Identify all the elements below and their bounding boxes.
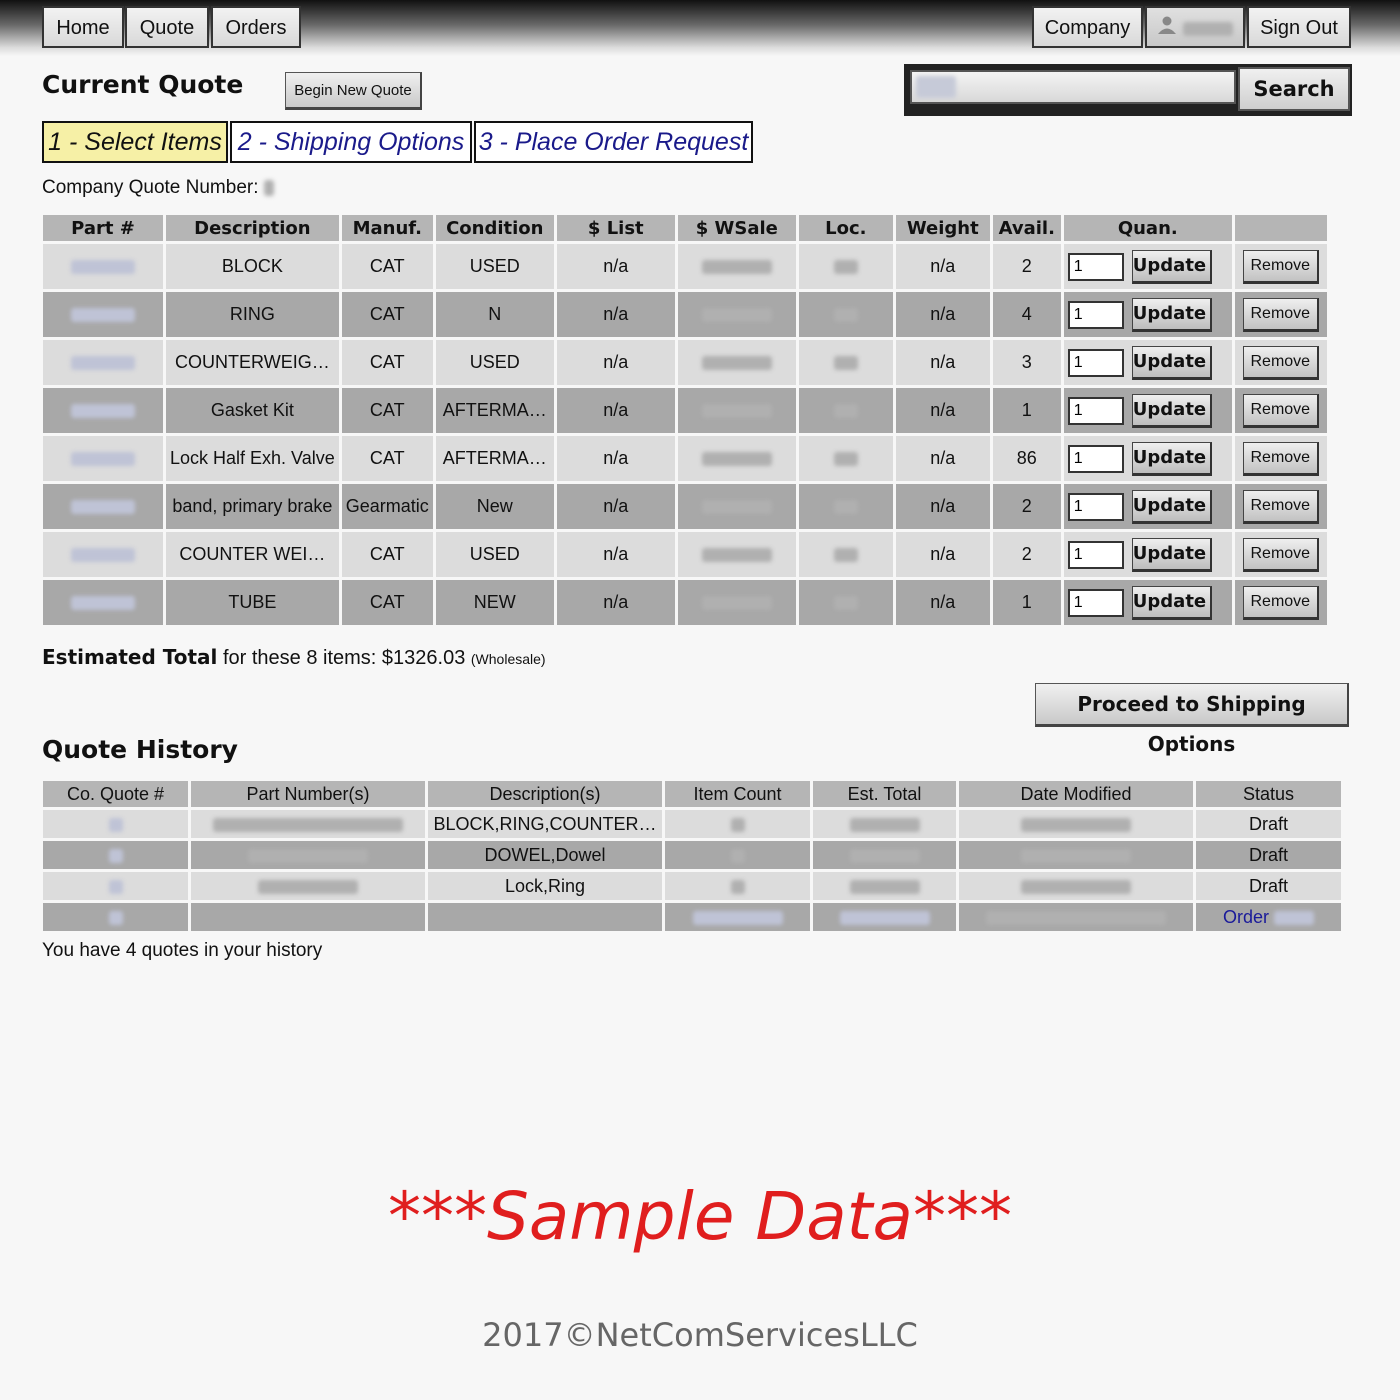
item-location [799, 436, 893, 481]
history-status-text: Draft [1248, 844, 1288, 865]
item-quantity-cell [1064, 484, 1232, 529]
history-part-numbers [191, 810, 425, 838]
update-button[interactable]: Update [1132, 538, 1212, 572]
history-est-total [813, 841, 956, 869]
hist-col-part-numbers: Part Number(s) [191, 781, 425, 807]
remove-button[interactable]: Remove [1243, 442, 1319, 476]
item-location [799, 388, 893, 433]
item-remove-cell [1235, 484, 1327, 529]
item-weight: n/a [896, 436, 990, 481]
item-wholesale-price [678, 580, 796, 625]
history-est-total [813, 810, 956, 838]
proceed-to-shipping-button[interactable]: Proceed to Shipping Options [1035, 683, 1349, 727]
item-list-price: n/a [557, 244, 675, 289]
table-row [43, 292, 1327, 337]
history-quote-number-link[interactable] [43, 903, 188, 931]
update-button[interactable]: Update [1132, 394, 1212, 428]
remove-button[interactable]: Remove [1243, 586, 1319, 620]
history-part-numbers [191, 903, 425, 931]
update-button[interactable]: Update [1132, 298, 1212, 332]
quantity-input[interactable] [1068, 397, 1124, 425]
sample-data-watermark: ***Sample Data*** [387, 1178, 1013, 1255]
part-number-link[interactable] [43, 532, 163, 577]
quantity-input[interactable] [1068, 301, 1124, 329]
nav-orders[interactable]: Orders [211, 6, 301, 48]
item-wholesale-price [678, 436, 796, 481]
item-quantity-cell [1064, 580, 1232, 625]
item-weight: n/a [896, 292, 990, 337]
quote-history-title: Quote History [42, 735, 238, 764]
part-number-link[interactable] [43, 340, 163, 385]
part-number-link[interactable] [43, 436, 163, 481]
quantity-input[interactable] [1068, 445, 1124, 473]
col-quantity: Quan. [1064, 215, 1232, 241]
item-list-price: n/a [557, 388, 675, 433]
company-quote-number-label: Company Quote Number: [42, 177, 259, 198]
step-shipping-options[interactable]: 2 - Shipping Options [230, 121, 472, 163]
item-description: RING [166, 292, 339, 337]
item-manufacturer: CAT [342, 580, 433, 625]
item-remove-cell [1235, 388, 1327, 433]
item-remove-cell [1235, 580, 1327, 625]
item-condition: AFTERMA… [436, 388, 554, 433]
item-available: 2 [993, 244, 1061, 289]
item-quantity-cell [1064, 292, 1232, 337]
history-status-text: Draft [1248, 813, 1288, 834]
item-location [799, 244, 893, 289]
item-manufacturer: CAT [342, 340, 433, 385]
table-header-row [43, 215, 1327, 241]
history-item-count [665, 872, 810, 900]
item-manufacturer: CAT [342, 388, 433, 433]
item-quantity-cell [1064, 340, 1232, 385]
history-row [43, 872, 1341, 900]
table-row [43, 244, 1327, 289]
history-date-modified [959, 841, 1193, 869]
quote-items-table [40, 212, 1330, 628]
item-quantity-cell [1064, 532, 1232, 577]
remove-button[interactable]: Remove [1243, 538, 1319, 572]
part-number-link[interactable] [43, 484, 163, 529]
table-row [43, 484, 1327, 529]
history-item-count [665, 810, 810, 838]
item-description: TUBE [166, 580, 339, 625]
item-weight: n/a [896, 580, 990, 625]
update-button[interactable]: Update [1132, 346, 1212, 380]
remove-button[interactable]: Remove [1243, 298, 1319, 332]
history-count-note: You have 4 quotes in your history [42, 940, 323, 961]
item-weight: n/a [896, 388, 990, 433]
history-header-row [43, 781, 1341, 807]
item-list-price: n/a [557, 292, 675, 337]
remove-button[interactable]: Remove [1243, 250, 1319, 284]
item-description: COUNTER WEI… [166, 532, 339, 577]
item-location [799, 340, 893, 385]
item-location [799, 292, 893, 337]
item-remove-cell [1235, 532, 1327, 577]
quantity-input[interactable] [1068, 253, 1124, 281]
item-available: 1 [993, 388, 1061, 433]
item-description: COUNTERWEIG… [166, 340, 339, 385]
item-manufacturer: CAT [342, 532, 433, 577]
col-available: Avail. [993, 215, 1061, 241]
item-wholesale-price [678, 292, 796, 337]
quantity-input[interactable] [1068, 541, 1124, 569]
item-manufacturer: CAT [342, 244, 433, 289]
history-date-modified [959, 872, 1193, 900]
nav-quote[interactable]: Quote [125, 6, 209, 48]
remove-button[interactable]: Remove [1243, 490, 1319, 524]
item-weight: n/a [896, 484, 990, 529]
col-list-price: $ List [557, 215, 675, 241]
col-description: Description [166, 215, 339, 241]
estimated-total-note: (Wholesale) [470, 651, 546, 667]
hist-col-status: Status [1196, 781, 1341, 807]
item-remove-cell [1235, 340, 1327, 385]
nav-company[interactable]: Company [1032, 6, 1143, 48]
footer-copyright: 2017©NetComServicesLLC [482, 1316, 918, 1354]
item-location [799, 580, 893, 625]
item-condition: NEW [436, 580, 554, 625]
item-wholesale-price [678, 484, 796, 529]
item-condition: USED [436, 244, 554, 289]
quantity-input[interactable] [1068, 589, 1124, 617]
history-row [43, 841, 1341, 869]
item-remove-cell [1235, 436, 1327, 481]
history-status-text: Draft [1248, 875, 1288, 896]
history-status [1196, 872, 1341, 900]
part-number-link[interactable] [43, 580, 163, 625]
item-description: Gasket Kit [166, 388, 339, 433]
history-quote-number-link[interactable] [43, 841, 188, 869]
item-manufacturer: CAT [342, 292, 433, 337]
item-manufacturer: Gearmatic [342, 484, 433, 529]
part-number-link[interactable] [43, 292, 163, 337]
item-list-price: n/a [557, 436, 675, 481]
history-part-numbers [191, 872, 425, 900]
search-value-redacted [916, 76, 956, 98]
history-item-count[interactable] [665, 903, 810, 931]
item-condition: N [436, 292, 554, 337]
item-remove-cell [1235, 292, 1327, 337]
company-quote-number [42, 177, 274, 199]
hist-col-item-count: Item Count [665, 781, 810, 807]
table-row [43, 388, 1327, 433]
quantity-input[interactable] [1068, 349, 1124, 377]
item-list-price: n/a [557, 340, 675, 385]
item-available: 1 [993, 580, 1061, 625]
item-wholesale-price [678, 532, 796, 577]
col-condition: Condition [436, 215, 554, 241]
col-remove [1235, 215, 1327, 241]
history-descriptions [428, 903, 662, 931]
history-status[interactable] [1196, 903, 1341, 931]
item-description: BLOCK [166, 244, 339, 289]
item-location [799, 532, 893, 577]
update-button[interactable]: Update [1132, 250, 1212, 284]
table-row [43, 532, 1327, 577]
item-wholesale-price [678, 340, 796, 385]
history-part-numbers [191, 841, 425, 869]
table-row [43, 340, 1327, 385]
history-item-count [665, 841, 810, 869]
step-select-items[interactable]: 1 - Select Items [42, 121, 228, 163]
history-descriptions: Lock,Ring [428, 872, 662, 900]
history-row [43, 810, 1341, 838]
item-available: 4 [993, 292, 1061, 337]
item-description: band, primary brake [166, 484, 339, 529]
item-weight: n/a [896, 532, 990, 577]
item-available: 86 [993, 436, 1061, 481]
remove-button[interactable]: Remove [1243, 346, 1319, 380]
history-quote-number-link[interactable] [43, 810, 188, 838]
hist-col-date-modified: Date Modified [959, 781, 1193, 807]
current-quote-title: Current Quote [42, 70, 244, 99]
item-condition: AFTERMA… [436, 436, 554, 481]
update-button[interactable]: Update [1132, 490, 1212, 524]
table-row [43, 580, 1327, 625]
history-est-total[interactable] [813, 903, 956, 931]
item-remove-cell [1235, 244, 1327, 289]
item-condition: New [436, 484, 554, 529]
item-available: 2 [993, 532, 1061, 577]
remove-button[interactable]: Remove [1243, 394, 1319, 428]
item-description: Lock Half Exh. Valve [166, 436, 339, 481]
item-condition: USED [436, 532, 554, 577]
nav-user-account[interactable] [1145, 6, 1245, 48]
update-button[interactable]: Update [1132, 442, 1212, 476]
search-input[interactable] [910, 70, 1236, 104]
item-weight: n/a [896, 244, 990, 289]
item-quantity-cell [1064, 388, 1232, 433]
history-descriptions: DOWEL,Dowel [428, 841, 662, 869]
step-place-order-request[interactable]: 3 - Place Order Request [474, 121, 753, 163]
col-location: Loc. [799, 215, 893, 241]
quantity-input[interactable] [1068, 493, 1124, 521]
begin-new-quote-button[interactable]: Begin New Quote [285, 72, 422, 110]
estimated-total-label: Estimated Total [42, 645, 218, 669]
table-row [43, 436, 1327, 481]
history-est-total [813, 872, 956, 900]
item-condition: USED [436, 340, 554, 385]
history-status-text: Order [1222, 906, 1269, 927]
item-available: 2 [993, 484, 1061, 529]
col-part-number: Part # [43, 215, 163, 241]
history-date-modified [959, 810, 1193, 838]
history-status [1196, 810, 1341, 838]
estimated-total-amount: $1326.03 [381, 647, 466, 669]
item-list-price: n/a [557, 580, 675, 625]
col-weight: Weight [896, 215, 990, 241]
nav-home[interactable]: Home [42, 6, 124, 48]
item-manufacturer: CAT [342, 436, 433, 481]
history-row [43, 903, 1341, 931]
part-number-link[interactable] [43, 388, 163, 433]
item-wholesale-price [678, 388, 796, 433]
item-wholesale-price [678, 244, 796, 289]
company-quote-number-redacted [264, 180, 274, 196]
part-number-link[interactable] [43, 244, 163, 289]
item-list-price: n/a [557, 532, 675, 577]
estimated-total-count-text: for these 8 items: [222, 647, 377, 669]
history-quote-number-link[interactable] [43, 872, 188, 900]
history-descriptions: BLOCK,RING,COUNTER… [428, 810, 662, 838]
col-manufacturer: Manuf. [342, 215, 433, 241]
hist-col-quote-number: Co. Quote # [43, 781, 188, 807]
history-status [1196, 841, 1341, 869]
user-name-redacted [1183, 22, 1233, 36]
update-button[interactable]: Update [1132, 586, 1212, 620]
quote-history-table [40, 778, 1344, 934]
search-button[interactable]: Search [1238, 67, 1350, 111]
col-wholesale-price: $ WSale [678, 215, 796, 241]
hist-col-est-total: Est. Total [813, 781, 956, 807]
item-available: 3 [993, 340, 1061, 385]
estimated-total [42, 645, 546, 670]
user-icon [1157, 9, 1177, 49]
item-quantity-cell [1064, 436, 1232, 481]
nav-sign-out[interactable]: Sign Out [1247, 6, 1351, 48]
history-date-modified [959, 903, 1193, 931]
item-location [799, 484, 893, 529]
item-list-price: n/a [557, 484, 675, 529]
item-quantity-cell [1064, 244, 1232, 289]
item-weight: n/a [896, 340, 990, 385]
hist-col-descriptions: Description(s) [428, 781, 662, 807]
